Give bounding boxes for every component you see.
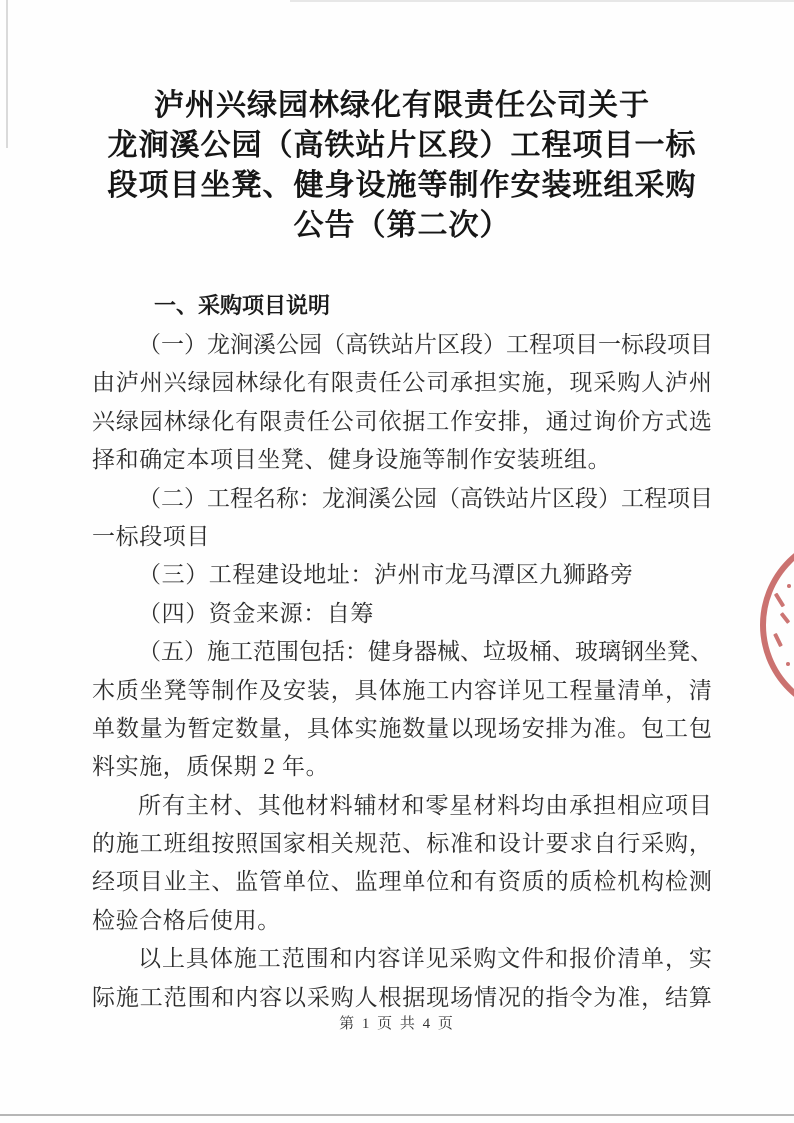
paragraph bbox=[92, 940, 712, 1017]
paragraph bbox=[92, 595, 712, 633]
text-line: （ 二 ） 工 程 名 称 ： 龙 涧 溪 公 园 （ 高 铁 站 片 区 段 ） 工 程 项 目 bbox=[138, 485, 713, 511]
paragraph bbox=[92, 480, 712, 557]
text-line: 单 数 量 为 暂 定 数 量 ， 具 体 实 施 数 量 以 现 场 安 排 为 准 。 包 工 包 bbox=[92, 715, 712, 741]
text-line: 兴 绿 园 林 绿 化 有 限 责 任 公 司 依 据 工 作 安 排 ， 通 过 询 价 方 式 选 bbox=[92, 408, 712, 434]
scan-artifact-top-line bbox=[290, 0, 794, 2]
text-line: （三）工程建设地址：泸州市龙马潭区九狮路旁 bbox=[138, 562, 634, 588]
text-line: 以 上 具 体 施 工 范 围 和 内 容 详 见 采 购 文 件 和 报 价 清 单 ， 实 bbox=[138, 946, 712, 972]
text-line: 由 泸 州 兴 绿 园 林 绿 化 有 限 责 任 公 司 承 担 实 施 ， 现 采 购 人 泸 州 bbox=[92, 370, 712, 396]
text-line: 所 有 主 材 、 其 他 材 料 辅 材 和 零 星 材 料 均 由 承 担 相 应 项 目 bbox=[138, 792, 712, 818]
text-line: 择和确定本项目坐凳、健身设施等制作安装班组。 bbox=[92, 447, 612, 473]
title-line: 公告（第二次） bbox=[293, 209, 511, 242]
scan-artifact-bottom-line bbox=[0, 1114, 794, 1116]
paragraph bbox=[92, 633, 712, 787]
scan-artifact-left-line bbox=[6, 0, 8, 148]
document-body bbox=[92, 326, 712, 1017]
title-line: 龙涧溪公园（高铁站片区段）工程项目一标 bbox=[107, 129, 697, 162]
text-line: （ 一 ） 龙 涧 溪 公 园 （ 高 铁 站 片 区 段 ） 工 程 项 目 一 标 段 项 目 bbox=[138, 332, 713, 357]
title-line: 段项目坐凳、健身设施等制作安装班组采购 bbox=[107, 169, 697, 202]
text-line: 经 项 目 业 主 、 监 管 单 位 、 监 理 单 位 和 有 资 质 的 质 检 机 构 检 测 bbox=[92, 869, 712, 895]
seal-dot bbox=[786, 662, 790, 666]
paragraph bbox=[92, 556, 712, 594]
paragraph bbox=[92, 787, 712, 941]
page-footer: 第 1 页 共 4 页 bbox=[339, 1016, 455, 1032]
text-line: 木 质 坐 凳 等 制 作 及 安 装 ， 具 体 施 工 内 容 详 见 工 程 量 清 单 ， 清 bbox=[92, 677, 712, 703]
text-line: 检验合格后使用。 bbox=[92, 907, 281, 933]
text-line: 一标段项目 bbox=[92, 523, 210, 549]
official-seal bbox=[760, 532, 794, 718]
text-line: （ 五 ） 施 工 范 围 包 括 ： 健 身 器 械 、 垃 圾 桶 、 玻 璃 钢 坐 凳 、 bbox=[138, 639, 713, 665]
document-title bbox=[88, 86, 716, 246]
text-line: 料实施，质保期 2 年。 bbox=[92, 754, 330, 780]
text-line: 际 施 工 范 围 和 内 容 以 采 购 人 根 据 现 场 情 况 的 指 令 为 准 ， 结 算 bbox=[92, 984, 712, 1010]
text-line: （四）资金来源：自筹 bbox=[138, 600, 374, 626]
paragraph bbox=[92, 326, 712, 480]
title-line: 泸州兴绿园林绿化有限责任公司关于 bbox=[154, 89, 650, 122]
seal-ring-icon bbox=[760, 532, 794, 718]
section-heading: 一、采购项目说明 bbox=[154, 293, 331, 318]
text-line: 的 施 工 班 组 按 照 国 家 相 关 规 范 、 标 准 和 设 计 要 求 自 行 采 购 ， bbox=[92, 831, 712, 857]
seal-dot bbox=[787, 584, 791, 588]
